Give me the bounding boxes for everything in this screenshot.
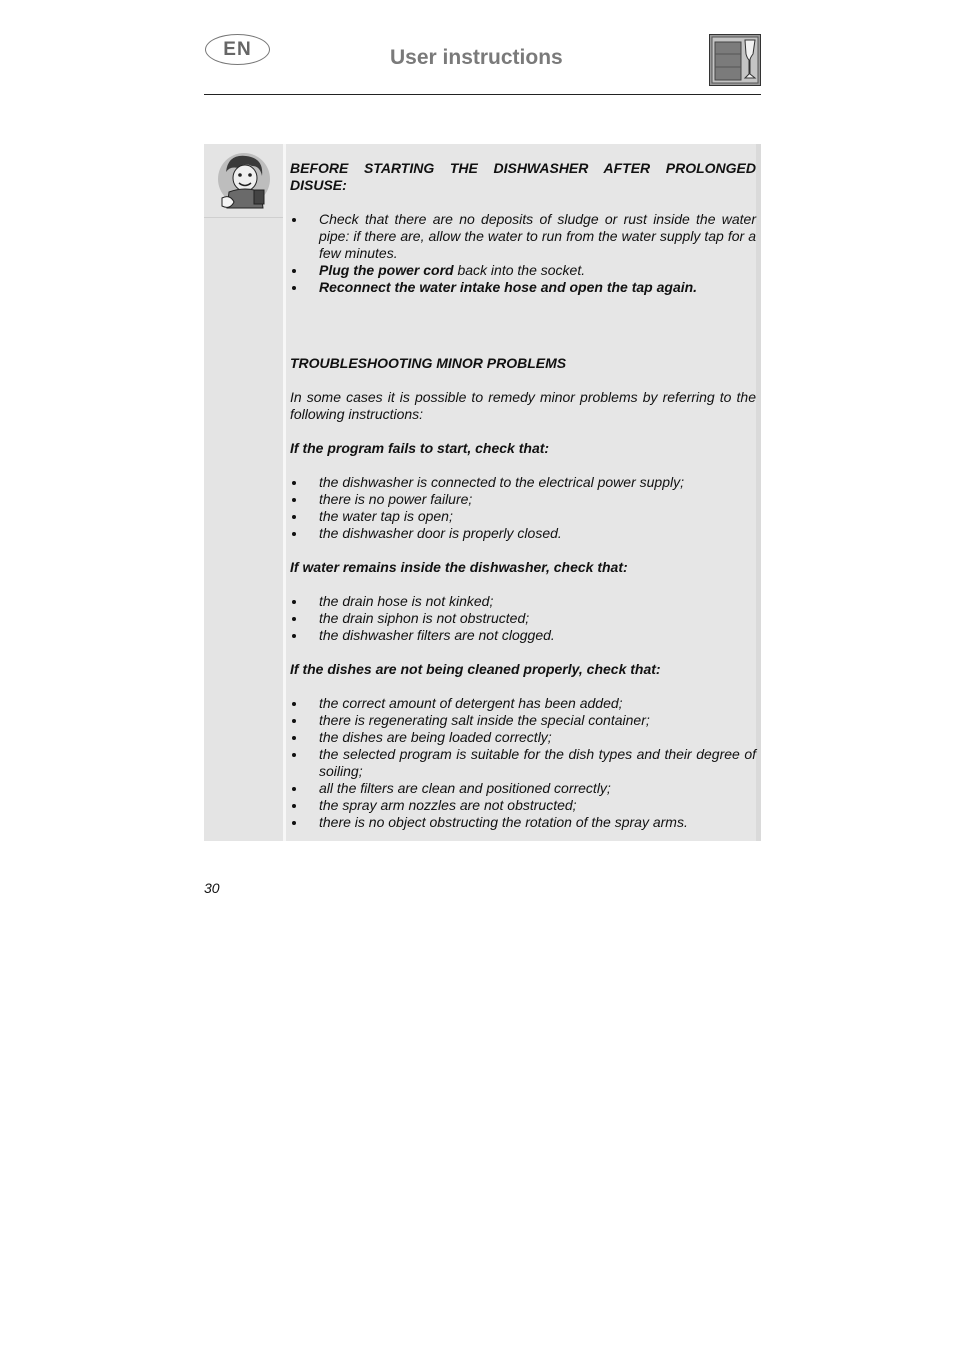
group-title-dishes-not-clean: If the dishes are not being cleaned properly, check that: <box>290 661 661 677</box>
list-item: all the filters are clean and positioned correctly; <box>290 780 756 797</box>
list-item <box>290 279 756 296</box>
list-item: the dishwasher is connected to the electrical power supply; <box>290 474 756 491</box>
section-heading-before-starting-cont: DISUSE: <box>290 177 347 193</box>
language-badge: EN <box>205 34 270 65</box>
list-item: the dishwasher filters are not clogged. <box>290 627 756 644</box>
bold-phrase: Reconnect the water intake hose and open the tap again. <box>319 279 698 295</box>
sidebar-column <box>204 144 283 841</box>
panel-edge <box>756 144 761 841</box>
list-item: the dishes are being loaded correctly; <box>290 729 756 746</box>
list-item: the selected program is suitable for the dish types and their degree of soiling; <box>290 746 756 780</box>
group-title-program-fails: If the program fails to start, check that: <box>290 440 550 456</box>
troubleshooting-intro: In some cases it is possible to remedy minor problems by referring to the following instructions: <box>290 389 756 422</box>
instructions-text <box>290 160 756 831</box>
list-item: the drain hose is not kinked; <box>290 593 756 610</box>
program-fails-list <box>290 474 756 542</box>
content-panel <box>204 144 761 841</box>
list-item: the water tap is open; <box>290 508 756 525</box>
dishes-not-clean-list <box>290 695 756 831</box>
page-number: 30 <box>204 880 220 896</box>
section-heading-before-starting: BEFORE STARTING THE DISHWASHER AFTER PROLONGED <box>290 160 756 176</box>
water-remains-list <box>290 593 756 644</box>
sidebar-rule <box>204 217 283 218</box>
list-item <box>290 262 756 279</box>
list-item-text: back into the socket. <box>453 262 586 278</box>
column-divider <box>283 144 286 841</box>
list-item: the dishwasher door is properly closed. <box>290 525 756 542</box>
bold-phrase: Plug the power cord <box>319 262 454 278</box>
dishwasher-icon <box>709 34 761 86</box>
before-starting-list <box>290 211 756 296</box>
list-item: the spray arm nozzles are not obstructed; <box>290 797 756 814</box>
section-heading-troubleshooting: TROUBLESHOOTING MINOR PROBLEMS <box>290 355 567 371</box>
mascot-icon <box>216 152 272 214</box>
group-title-water-remains: If water remains inside the dishwasher, check that: <box>290 559 628 575</box>
list-item: there is no object obstructing the rotation of the spray arms. <box>290 814 756 831</box>
list-item: there is regenerating salt inside the special container; <box>290 712 756 729</box>
list-item: Check that there are no deposits of sludge or rust inside the water pipe: if there are, allow the water to run from the water supply tap for a few minutes. <box>290 211 756 262</box>
list-item: there is no power failure; <box>290 491 756 508</box>
list-item: the drain siphon is not obstructed; <box>290 610 756 627</box>
page-title: User instructions <box>390 46 563 69</box>
list-item: the correct amount of detergent has been added; <box>290 695 756 712</box>
page-header <box>204 30 761 95</box>
